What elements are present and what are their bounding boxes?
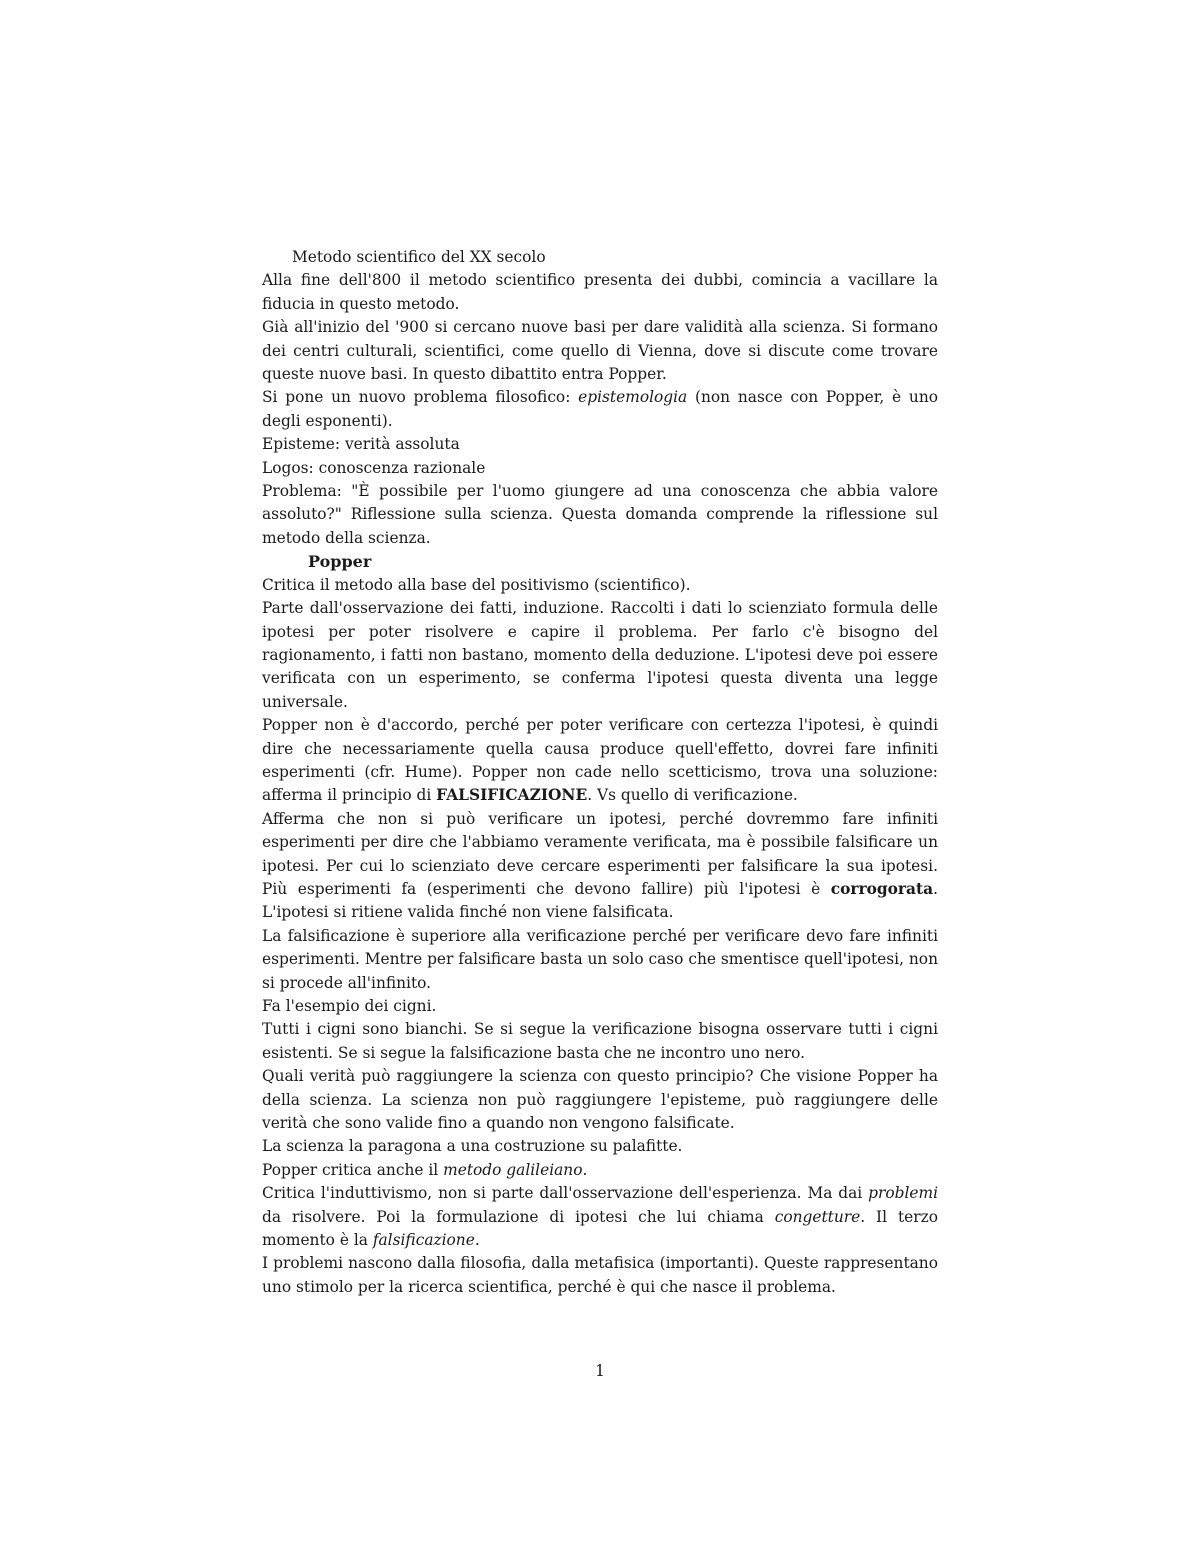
page-number: 1 (595, 1362, 605, 1380)
paragraph: Già all'inizio del '900 si cercano nuove basi per dare validità alla scienza. Si formano dei centri culturali, scientifici, come quello di Vienna, dove si discute come trovare queste nuove basi. In questo dibattito entra Popper. (262, 318, 938, 384)
paragraph: Alla fine dell'800 il metodo scientifico presenta dei dubbi, comincia a vacillare la fiducia in questo metodo. (262, 271, 938, 313)
document-title: Metodo scientifico del XX secolo (292, 248, 546, 266)
paragraph: Problema: "È possibile per l'uomo giungere ad una conoscenza che abbia valore assoluto?" Riflessione sulla scienza. Questa domanda comprende la riflessione sul metodo della scienza. (262, 482, 938, 547)
paragraph: Tutti i cigni sono bianchi. Se si segue la verificazione bisogna osservare tutti i cigni esistenti. Se si segue la falsificazione basta che ne incontro uno nero. (262, 1020, 938, 1062)
emphasis-term: falsificazione (372, 1231, 475, 1250)
section-heading-popper: Popper (308, 552, 372, 572)
paragraph: La falsificazione è superiore alla verificazione perché per verificare devo fare infiniti esperimenti. Mentre per falsificare basta un solo caso che smentisce quell'ipotesi, non si procede all'infinito. (262, 926, 938, 992)
emphasis-term: epistemologia (578, 388, 688, 407)
document-body (262, 246, 938, 1299)
emphasis-term: metodo galileiano (443, 1160, 583, 1179)
paragraph: Quali verità può raggiungere la scienza con questo principio? Che visione Popper ha della scienza. La scienza non può raggiungere l'episteme, può raggiungere delle verità che sono valide fino a quando non vengono falsificate. (262, 1067, 938, 1133)
definition-episteme: Episteme: verità assoluta (262, 435, 460, 454)
paragraph: La scienza la paragona a una costruzione su palafitte. (262, 1137, 683, 1156)
paragraph: Popper non è d'accordo, perché per poter verificare con certezza l'ipotesi, è quindi dire che necessariamente quella causa produce quell'effetto, dovrei fare infiniti esperimenti (cfr. Hume). Popper non cade nello scetticismo, trova una soluzione: afferma il principio di FALSIFICAZIONE. Vs quello di verificazione. (262, 716, 938, 805)
definition-logos: Logos: conoscenza razionale (262, 458, 486, 477)
paragraph: Critica l'induttivismo, non si parte dall'osservazione dell'esperienza. Ma dai problemi da risolvere. Poi la formulazione di ipotesi che lui chiama congetture. Il terzo momento è la falsificazione. (262, 1184, 938, 1250)
bold-term: FALSIFICAZIONE (436, 786, 588, 805)
emphasis-term: problemi (868, 1184, 938, 1203)
paragraph: Parte dall'osservazione dei fatti, induzione. Raccolti i dati lo scienziato formula delle ipotesi per poter risolvere e capire il problema. Per farlo c'è bisogno del ragionamento, i fatti non bastano, momento della deduzione. L'ipotesi deve poi essere verificata con un esperimento, se conferma l'ipotesi questa diventa una legge universale. (262, 599, 938, 711)
bold-term: corrogorata (830, 879, 934, 898)
paragraph: Popper critica anche il metodo galileiano. (262, 1160, 588, 1179)
paragraph: Afferma che non si può verificare un ipotesi, perché dovremmo fare infiniti esperimenti per dire che l'abbiamo veramente verificata, ma è possibile falsificare un ipotesi. Per cui lo scienziato deve cercare esperimenti per falsificare la sua ipotesi. Più esperimenti fa (esperimenti che devono fallire) più l'ipotesi è corrogorata. L'ipotesi si ritiene valida finché non viene falsificata. (262, 809, 938, 922)
paragraph: I problemi nascono dalla filosofia, dalla metafisica (importanti). Queste rappresentano uno stimolo per la ricerca scientifica, perché è qui che nasce il problema. (262, 1254, 938, 1296)
paragraph: Critica il metodo alla base del positivismo (scientifico). (262, 575, 691, 594)
paragraph: Si pone un nuovo problema filosofico: epistemologia (non nasce con Popper, è uno degli esponenti). (262, 388, 938, 430)
emphasis-term: congetture (774, 1207, 861, 1226)
paragraph: Fa l'esempio dei cigni. (262, 997, 437, 1015)
